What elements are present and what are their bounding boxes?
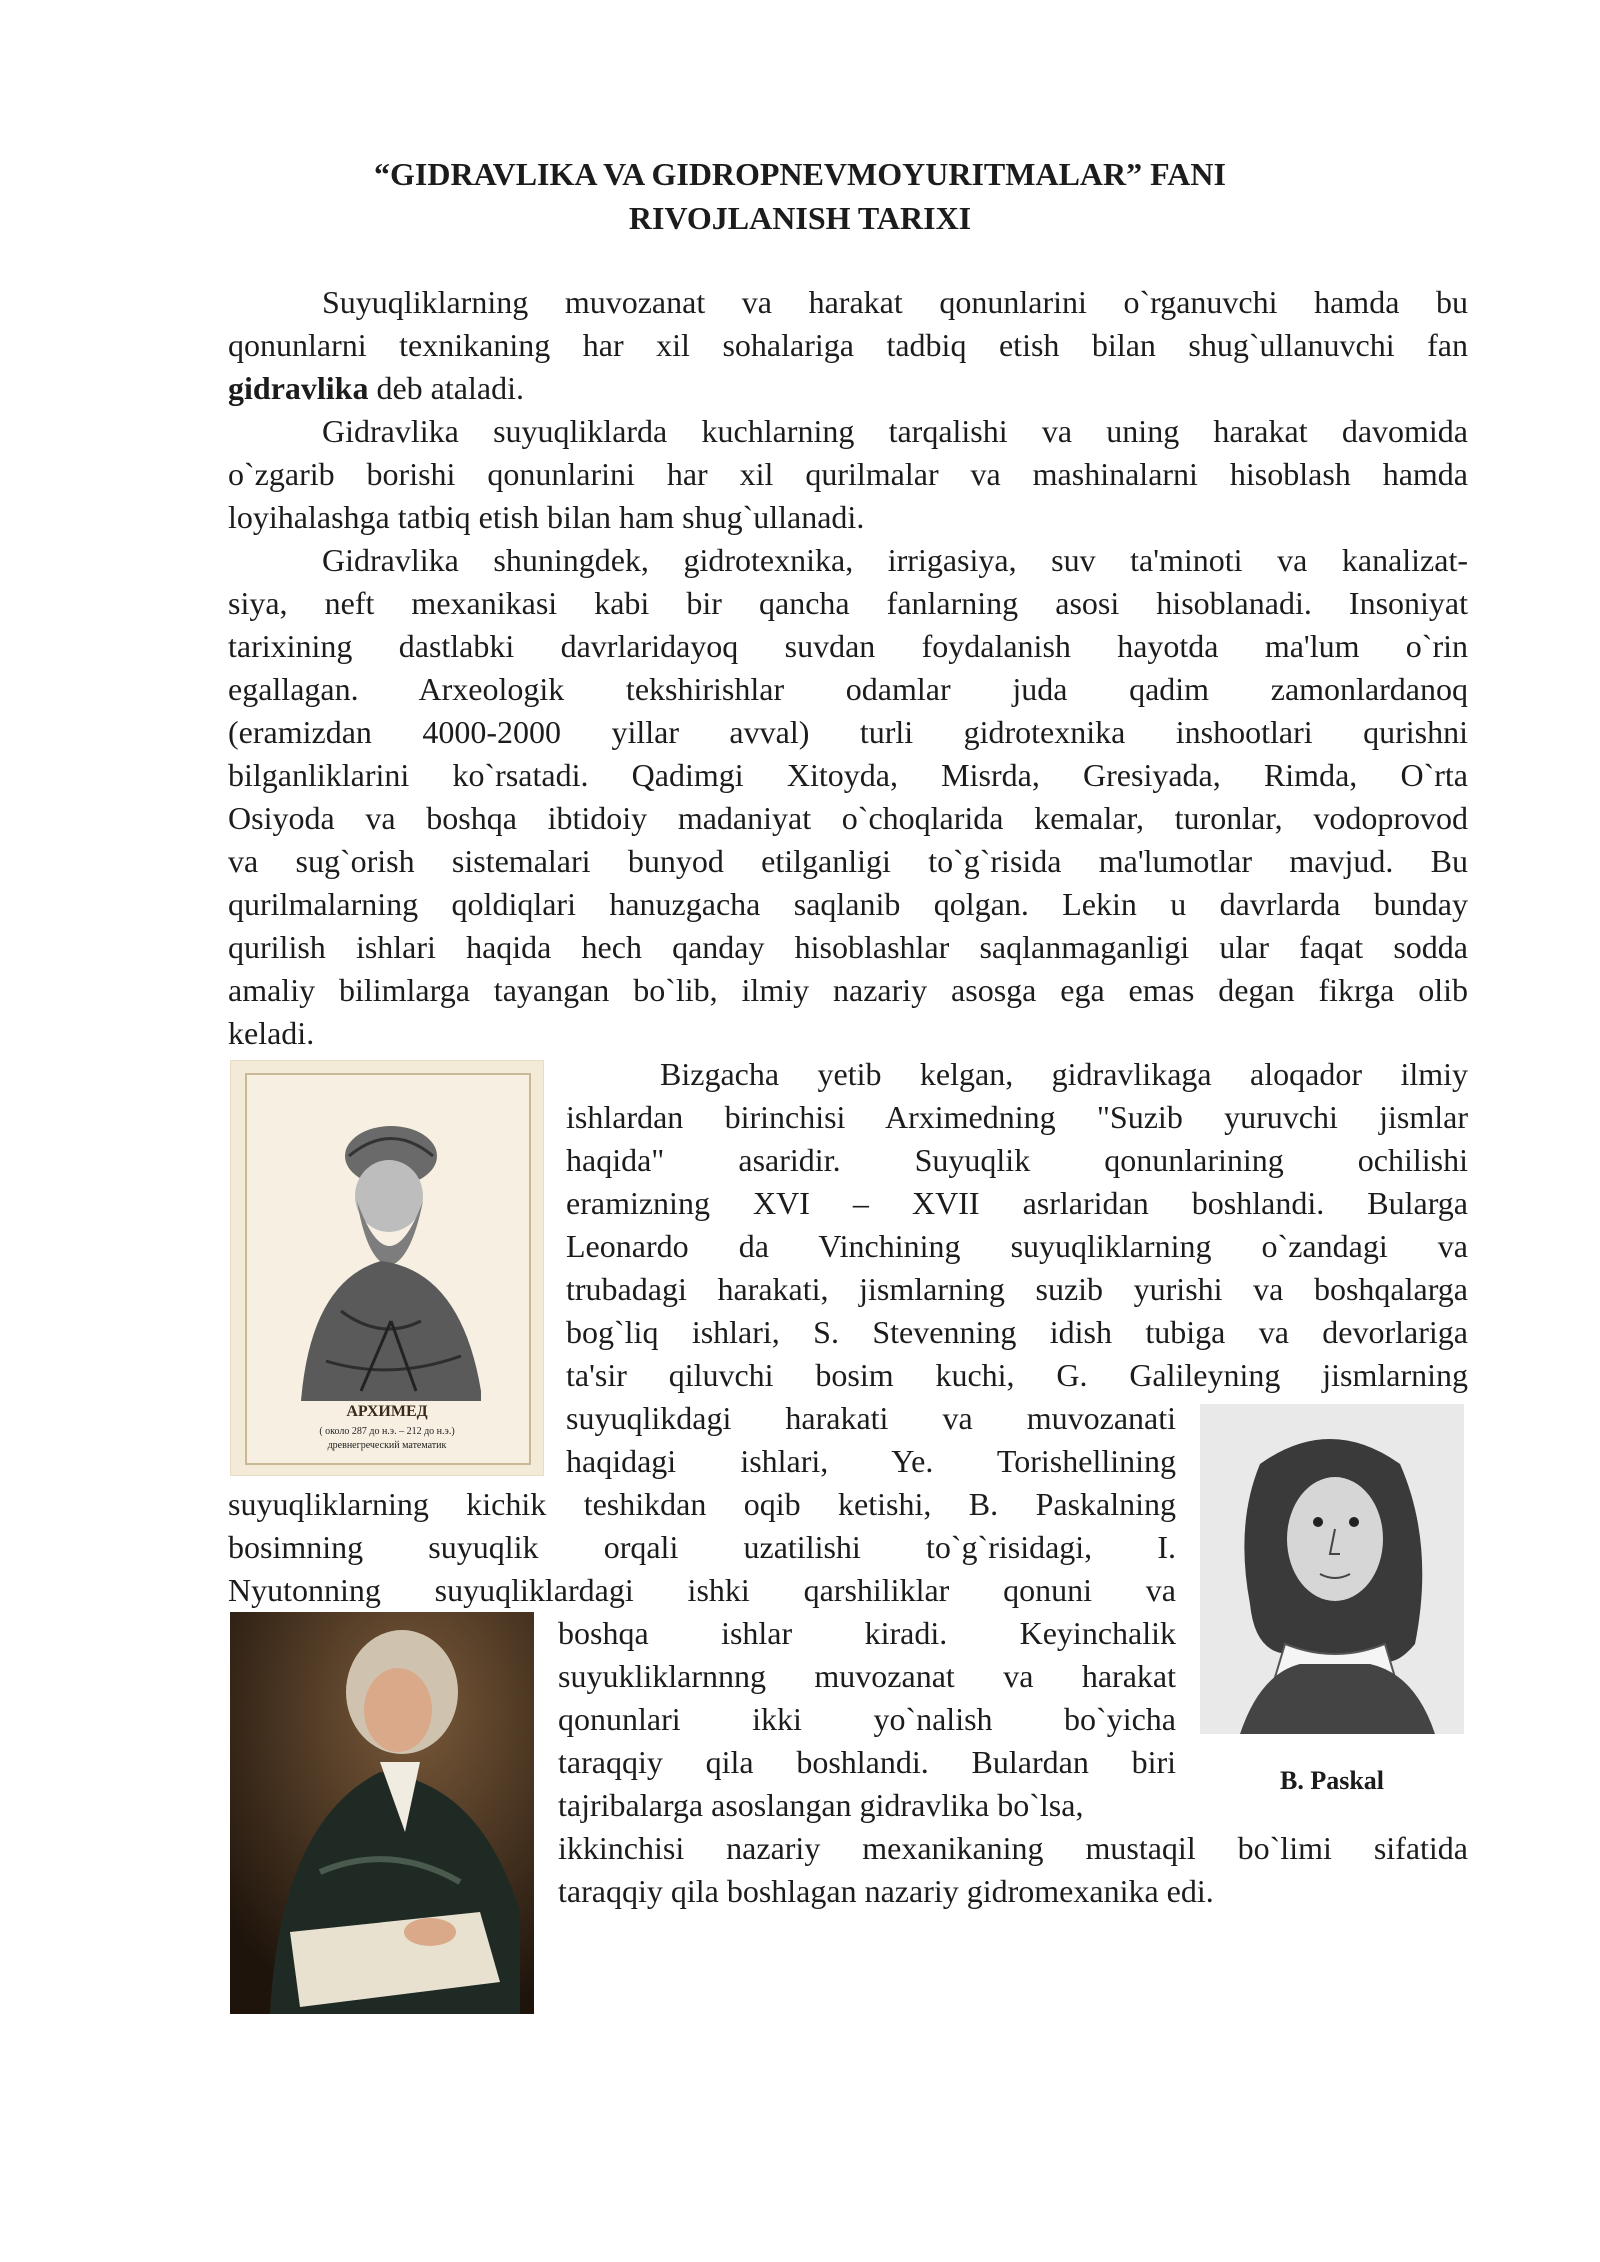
text-line: egallagan. Arxeologik tekshirishlar odamlar juda qadim zamonlardanoq [228, 671, 1468, 707]
paragraph-4-part-5 [558, 1827, 1468, 1913]
paragraph-4-part-1 [566, 1053, 1468, 1397]
text-line: keladi. [228, 1015, 315, 1051]
title-line-1: “GIDRAVLIKA VA GIDROPNEVMOYURITMALAR” FANI [374, 156, 1226, 192]
text-line: Suyuqliklarning muvozanat va harakat qonunlarini o`rganuvchi hamda bu [322, 284, 1468, 320]
text-line: suyuqliklarning kichik teshikdan oqib ketishi, B. Paskalning [228, 1486, 1176, 1522]
text-line: Osiyoda va boshqa ibtidoiy madaniyat o`choqlarida kemalar, turonlar, vodoprovod [228, 800, 1468, 836]
archimedes-name: АРХИМЕД [346, 1403, 428, 1420]
text-line: haqidagi ishlari, Ye. Torishellining [566, 1443, 1176, 1479]
document-title [228, 152, 1372, 240]
archimedes-portrait [230, 1060, 544, 1476]
archimedes-description: древнегреческий математик [327, 1440, 447, 1451]
text-line: bosimning suyuqlik orqali uzatilishi to`g`risidagi, I. [228, 1529, 1176, 1565]
paskal-portrait [1200, 1404, 1464, 1734]
bold-term: gidravlika [228, 370, 369, 406]
text-line: Bizgacha yetib kelgan, gidravlikaga aloqador ilmiy [660, 1056, 1468, 1092]
newton-painting-icon [230, 1612, 534, 2014]
text-line [228, 367, 1468, 410]
archimedes-dates: ( около 287 до н.э. – 212 до н.э.) [319, 1426, 455, 1437]
text-line: bog`liq ishlari, S. Stevenning idish tubiga va devorlariga [566, 1314, 1468, 1350]
text-line: ishlardan birinchisi Arximedning "Suzib yuruvchi jismlar [566, 1099, 1468, 1135]
text-line: qurilish ishlari haqida hech qanday hisoblashlar saqlanmaganligi ular faqat sodda [228, 929, 1468, 965]
paskal-caption: B. Paskal [1279, 1766, 1385, 1795]
text-line: loyihalashga tatbiq etish bilan ham shug`ullanadi. [228, 499, 865, 535]
text-line: haqida" asaridir. Suyuqlik qonunlarining ochilishi [566, 1142, 1468, 1178]
text-line: qurilmalarning qoldiqlari hanuzgacha saqlanib qolgan. Lekin u davrlarda bunday [228, 886, 1468, 922]
text-line: boshqa ishlar kiradi. Keyinchalik [558, 1615, 1176, 1651]
paragraph-4-part-4 [558, 1612, 1176, 1827]
text-line: suyukliklarnnng muvozanat va harakat [558, 1658, 1176, 1694]
paskal-engraving-icon [1200, 1404, 1464, 1734]
text-line: Nyutonning suyuqliklardagi ishki qarshiliklar qonuni va [228, 1572, 1176, 1608]
paragraph-1 [228, 281, 1468, 410]
text-line: va sug`orish sistemalari bunyod etilganligi to`g`risida ma'lumotlar mavjud. Bu [228, 843, 1468, 879]
text-line: taraqqiy qila boshlandi. Bulardan biri [558, 1744, 1176, 1780]
text-line: qonunlarni texnikaning har xil sohalariga tadbiq etish bilan shug`ullanuvchi fan [228, 327, 1468, 363]
text-line: tarixining dastlabki davrlaridayoq suvdan foydalanish hayotda ma'lum o`rin [228, 628, 1468, 664]
paragraph-3 [228, 539, 1468, 1055]
text-line: o`zgarib borishi qonunlarini har xil qurilmalar va mashinalarni hisoblash hamda [228, 456, 1468, 492]
paragraph-4-part-2 [566, 1397, 1176, 1483]
text-line: bilganliklarini ko`rsatadi. Qadimgi Xitoyda, Misrda, Gresiyada, Rimda, O`rta [228, 757, 1468, 793]
text-line: Gidravlika shuningdek, gidrotexnika, irrigasiya, suv ta'minoti va kanalizat- [322, 542, 1468, 578]
text-line: (eramizdan 4000-2000 yillar avval) turli gidrotexnika inshootlari qurishni [228, 714, 1468, 750]
text-line: tajribalarga asoslangan gidravlika bo`lsa, [558, 1787, 1084, 1823]
text-line: siya, neft mexanikasi kabi bir qancha fanlarning asosi hisoblanadi. Insoniyat [228, 585, 1468, 621]
text-line: Gidravlika suyuqliklarda kuchlarning tarqalishi va uning harakat davomida [322, 413, 1468, 449]
text-run: deb ataladi. [368, 370, 524, 406]
text-line: Leonardo da Vinchining suyuqliklarning o`zandagi va [566, 1228, 1468, 1264]
text-line: ta'sir qiluvchi bosim kuchi, G. Galileyning jismlarning [566, 1357, 1468, 1393]
paragraph-4-part-3 [228, 1483, 1176, 1612]
text-line: suyuqlikdagi harakati va muvozanati [566, 1400, 1176, 1436]
text-line: qonunlari ikki yo`nalish bo`yicha [558, 1701, 1176, 1737]
newton-portrait [230, 1612, 534, 2014]
text-line: eramizning XVI – XVII asrlaridan boshlandi. Bularga [566, 1185, 1468, 1221]
text-line: trubadagi harakati, jismlarning suzib yurishi va boshqalarga [566, 1271, 1468, 1307]
text-line: ikkinchisi nazariy mexanikaning mustaqil bo`limi sifatida [558, 1830, 1468, 1866]
title-line-2: RIVOJLANISH TARIXI [628, 200, 972, 236]
paragraph-2 [228, 410, 1468, 539]
text-line: taraqqiy qila boshlagan nazariy gidromexanika edi. [558, 1873, 1214, 1909]
text-line: amaliy bilimlarga tayangan bo`lib, ilmiy nazariy asosga ega emas degan fikrga olib [228, 972, 1468, 1008]
